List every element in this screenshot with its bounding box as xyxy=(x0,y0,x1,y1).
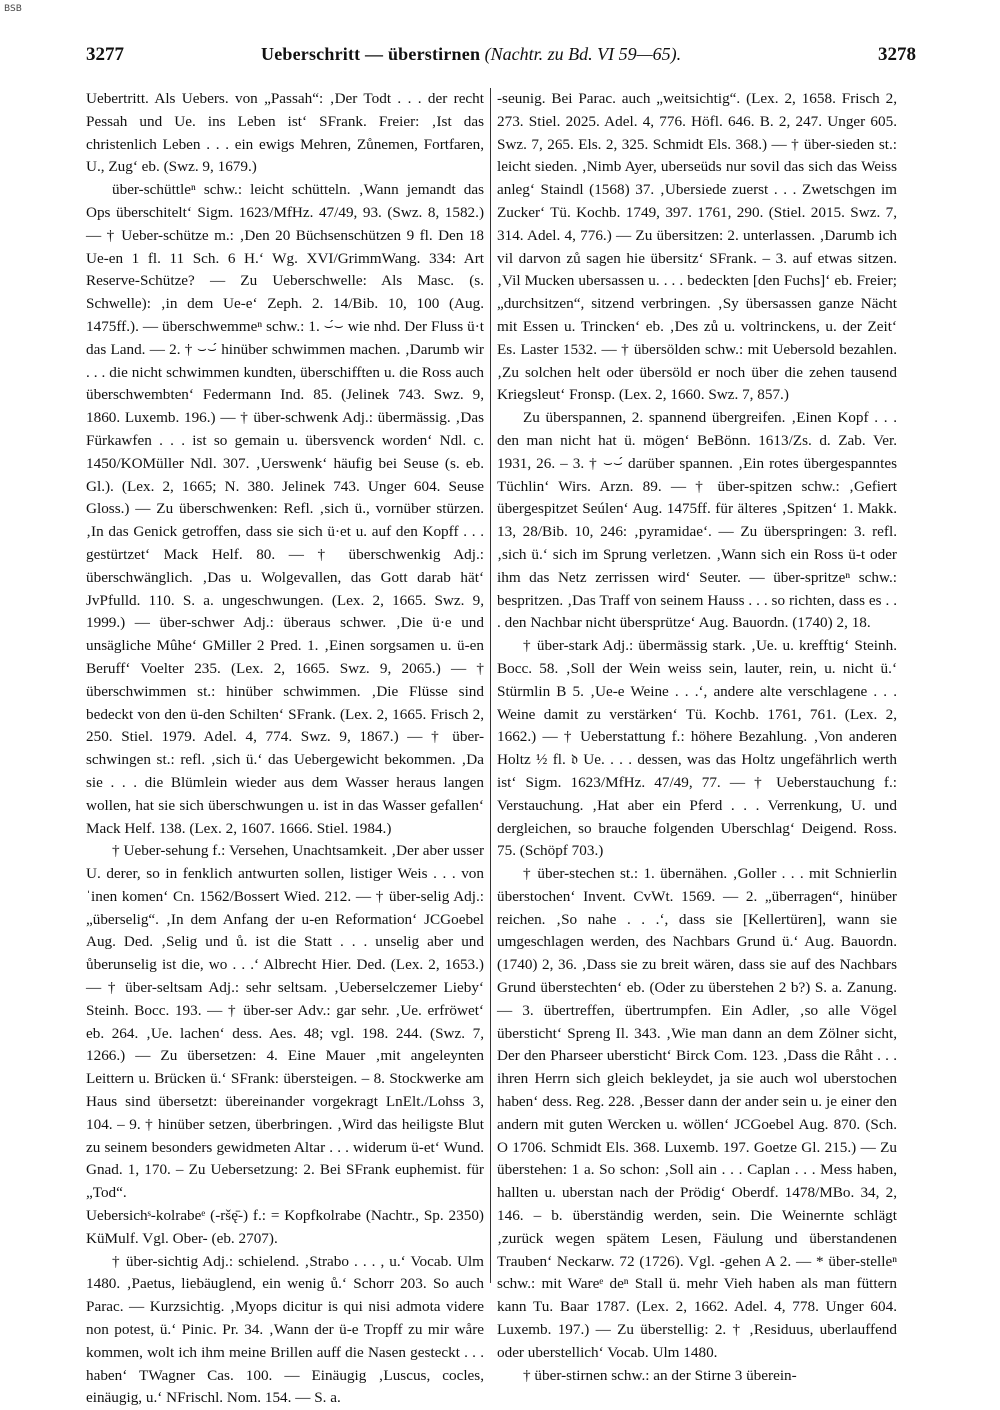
running-head xyxy=(261,44,681,65)
page-header xyxy=(86,44,916,70)
entry-paragraph: † Ueber-sehung f.: Versehen, Unachtsamkeit. ‚Der aber usser U. derer, so in fenklich antwurten sollen, listiger Weis . . . von ˈinen komen‘ Cn. 1562/Bossert Wied. 212. — † über-selig Adj.: „überselig“. ‚In dem Anfang der u-en Reformation‘ JCGoebel Aug. Ded. ‚Selig und ů. ist die Statt . . . unselig aber und ůberunselig ist die, wo . . .‘ Albrecht Hier. Ded. (Lex. 2, 1653.) — † über-seltsam Adj.: sehr seltsam. ‚Ueberselczemer Lieby‘ Steinh. Bocc. 193. — † über-ser Adv.: gar sehr. ‚Ue. erfröwet‘ eb. 264. ‚Ue. lachen‘ dess. Aes. 48; vgl. 198. 244. (Swz. 7, 1266.) — Zu übersetzen: 4. Eine Mauer ‚mit angeleynten Leittern u. Brücken ü.‘ SFrank: übersteigen. – 8. Stockwerke am Haus sind übersetzt: übereinander vorgekragt LnElt./Lohss 3, 104. – 9. † hinüber setzen, überbringen. ‚Wird das heiligste Blut zu seinem besonders gewidmeten Altar . . . widerum ü-et‘ Wund. Gnad. 1, 170. – Zu Uebersetzung: 2. Bei SFrank euphemist. für „Tod“. xyxy=(86,842,484,1202)
headword-range: Ueberschritt — überstirnen xyxy=(261,44,481,64)
entry-paragraph: † über-stark Adj.: übermässig stark. ‚Ue. u. krefftig‘ Steinh. Bocc. 58. ‚Soll der Wein weiss sein, lauter, rein, u. nicht ü.‘ Stürmlin B 5. ‚Ue-e Weine . . .‘, andere alte verschlagene . . . Weine damit zu verstärken‘ Tü. Kochb. 1761, 761. (Lex. 2, 1662.) — † Ueberstattung f.: höhere Bezahlung. ‚Von anderen Holtz ½ fl. 𝔡 Ue. . . . dessen, was das Holtz ungefährlich werth ist‘ Sigm. 1623/MfHz. 47/49, 77. — † Ueberstauchung f.: Verstauchung. ‚Hat aber ein Pferd . . . Verrenkung, U. und dergleichen, so brauche folgenden Uberschlag‘ Deigend. Ross. 75. (Schöpf 703.) xyxy=(497,637,897,860)
column-divider xyxy=(490,88,491,1283)
left-column xyxy=(86,88,484,1410)
right-column xyxy=(497,88,897,1387)
entry-paragraph: † über-stechen st.: 1. übernähen. ‚Goller . . . mit Schnierlin überstochen‘ Invent. CvWt. 1569. — 2. „überragen“, hinüber reichen. ‚So nahe . . .‘, dass sie [Kellertüren], wann sie umgeschlagen werden, des Nachbars Grund ü.‘ Aug. Bauordn. (1740) 2, 36. ‚Dass sie zu breit wären, dass sie auf des Nachbars Grund überstechten‘ eb. (Oder zu überstehen 2 b?) S. a. Zanung. — 3. übertreffen, übertrumpfen. Ein Adler, ‚so alle Vögel übersticht‘ Spreng Il. 343. ‚Wie man dann an dem Zölner sicht, Der den Pharseer ubersticht‘ Birck Com. 123. ‚Dass die Råht . . . ihren Herrn sich gleich bekleydet, ja sie auch wol uberstochen haben‘ dess. Reg. 228. ‚Besser dann der ander sein u. je einer den andern mit guten Wercken u. wöllen‘ JCGoebel Aug. 870. (Sch. O 1706. Schmidt Els. 368. Luxemb. 197. Goetze Gl. 215.) — Zu überstehen: 1 a. So schon: ‚Soll ain . . . Caplan . . . Mess haben, hallten u. uberstan nach der Prödig‘ Oberdf. 1478/MBo. 34, 2, 146. – b. überständig werden, sein. Die Weinernte schlägt ‚zurück wegen spätem Lesen, Fäulung und überstandenen Trauben‘ Neckarw. 72 (1726). Vgl. -gehen A 2. — * über-stelleⁿ schw.: mit Wareᵉ deⁿ Stall ü. mehr Vieh haben als man füttern kann Tu. Baar 1787. (Lex. 2, 1662. Adel. 4, 778. Unger 604. Luxemb. 197.) — Zu überstellig: 2. † ‚Residuus, uberlauffend oder uberstellich‘ Vocab. Ulm 1480. xyxy=(497,865,897,1361)
volume-reference: (Nachtr. zu Bd. VI 59—65). xyxy=(484,44,682,64)
page-number-left: 3277 xyxy=(86,44,124,65)
library-stamp: BSB xyxy=(4,4,22,14)
entry-paragraph: Uebersichˢ-kolrabeᵉ (-ršę̄-) f.: = Kopfkolrabe (Nachtr., Sp. 2350) KüMulf. Vgl. Ober- (eb. 2707). xyxy=(86,1207,484,1247)
entry-paragraph: über-schüttleⁿ schw.: leicht schütteln. ‚Wann jemandt das Ops überschitelt‘ Sigm. 1623/MfHz. 47/49, 93. (Swz. 8, 1582.) — † Ueber-schütze m.: ‚Den 20 Büchsenschützen 9 fl. Den 18 Ue-en 1 fl. 11 Sch. 6 H.‘ Wg. XVI/GrimmWang. 334: Art Reserve-Schütze? — Zu Ueberschwelle: Als Masc. (s. Schwelle): ‚in dem Ue-e‘ Zeph. 2. 14/Bib. 10, 100 (Aug. 1475ff.). — überschwemmeⁿ schw.: 1. ⌣́⌣ wie nhd. Der Fluss ü·t das Land. — 2. † ⌣⌣́ hinüber schwimmen machen. ‚Darumb wir . . . die nicht schwimmen kundten, überschifften u. die Ross auch überschwembten‘ Federmann Ind. 85. (Jelinek 743. Swz. 9, 1860. Luxemb. 196.) — † über-schwenk Adj.: übermässig. ‚Das Fürkawfen . . . ist so gemain u. übersvenck worden‘ Ndl. c. 1450/KOMüller Ndl. 307. ‚Uerswenk‘ häufig bei Seuse (s. eb. Gl.). (Lex. 2, 1665; N. 380. Jelinek 743. Unger 604. Seuse Gloss.) — Zu überschwenken: Refl. ‚sich ü., vornüber stürzen. ‚In das Genick getroffen, dass sie sich ü·et u. auf den Kopff . . . gestürtzet‘ Mack Helf. 80. — † überschwenkig Adj.: überschwänglich. ‚Das u. Wolgevallen, das Gott darab hät‘ JvPfulld. 110. S. a. ungeschwungen. (Lex. 2, 1665. Swz. 9, 1999.) — über-schwer Adj.: überaus schwer. ‚Die ü·e und unsägliche Mûhe‘ GMiller 2 Pred. 1. ‚Einen sorgsamen u. ü-en Beruff‘ Voelter 235. (Lex. 2, 1665. Swz. 9, 2065.) — † überschwimmen st.: hinüber schwimmen. ‚Die Flüsse sind bedeckt von den ü-den Schilten‘ SFrank. (Lex. 2, 1665. Frisch 2, 250. Stiel. 1979. Adel. 4, 774. Swz. 9, 1867.) — † über-schwingen st.: refl. ‚sich ü.‘ das Uebergewicht bekommen. ‚Da sie . . . die Blümlein wieder aus dem Wasser heraus langen wollen, hat sie sich überschwungen u. ist in das Wasser gefallen‘ Mack Helf. 138. (Lex. 2, 1607. 1666. Stiel. 1984.) xyxy=(86,181,484,837)
entry-paragraph: † über-sichtig Adj.: schielend. ‚Strabo . . . , u.‘ Vocab. Ulm 1480. ‚Paetus, liebäuglend, ein wenig ů.‘ Schorr 203. So auch Parac. — Kurzsichtig. ‚Myops dicitur is qui nisi admota videre non potest, ü.‘ Pinic. Pr. 34. ‚Wann der ü-e Tropff zu mir wåre kommen, wolt ich ihm meine Brillen auff die Nasen gesteckt . . . haben‘ TWagner Cas. 100. — Einäugig ‚Luscus, cocles, einäugig, u.‘ NFrischl. Nom. 154. — S. a. xyxy=(86,1252,484,1407)
entry-paragraph: Uebertritt. Als Uebers. von „Passah“: ‚Der Todt . . . der recht Pessah und Ue. ins Leben ist‘ SFrank. Freier: ‚Ist das christenlich Leben . . . ein ewigs Mehren, Zůnemen, Fortfaren, U., Zug‘ eb. (Swz. 9, 1679.) xyxy=(86,90,484,176)
page-number-right: 3278 xyxy=(878,44,916,65)
entry-paragraph: † über-stirnen schw.: an der Stirne 3 überein- xyxy=(523,1366,797,1384)
entry-paragraph: Zu überspannen, 2. spannend übergreifen. ‚Einen Kopf . . . den man nicht hat ü. mögen‘ BeBönn. 1613/Zs. d. Zab. Ver. 1931, 26. – 3. † ⌣⌣́ darüber spannen. ‚Ein rotes übergespanntes Tüchlin‘ Wirs. Arzn. 89. — † über-spitzen schw.: ‚Gefiert übergespitzet Seúlen‘ Aug. 1475ff. für älteres ‚Spitzen‘ 1. Makk. 13, 28/Bib. 10, 246: ‚pyramidae‘. — Zu überspringen: 3. refl. ‚sich ü.‘ sich im Sprung verletzen. ‚Wann sich ein Ross ü-t oder ihm das Netz zerrissen wird‘ Seuter. — über-spritzeⁿ schw.: bespritzen. ‚Das Traff von seinem Hauss . . . so richten, dass es . . . den Nachbar nicht übersprütze‘ Aug. Bauordn. (1740) 2, 18. xyxy=(497,409,897,632)
entry-paragraph: -seunig. Bei Parac. auch „weitsichtig“. (Lex. 2, 1658. Frisch 2, 273. Stiel. 2025. Adel. 4, 776. Höfl. 646. B. 2, 247. Unger 605. Swz. 7, 265. Els. 2, 325. Schmidt Els. 368.) — † über-sieden st.: leicht sieden. ‚Nimb Ayer, uberseüds nur sovil das sich das Weiss anleg‘ Staindl (1568) 37. ‚Ubersiede zuerst . . . Zwetschgen im Zucker‘ Tü. Kochb. 1749, 397. 1761, 290. (Stiel. 2015. Swz. 7, 314. Adel. 4, 776.) — Zu übersitzen: 2. unterlassen. ‚Darumb ich vil darvon zů sagen hie übersitz‘ SFrank. – 3. auf etwas sitzen. ‚Vil Mucken ubersassen u. . . . bedeckten [den Fuchs]‘ eb. Freier; „durchsitzen“, sitzend verbringen. ‚Sy übersassen ganze Nächt mit Essen u. Trincken‘ eb. ‚Des zů u. voltrinckens, u. der Zeit‘ Es. Laster 1532. — † übersölden schw.: mit Uebersold bezahlen. ‚Zu solchen helt oder übersöld er noch über die zehen tausend Kriegsleut‘ Fronsp. (Lex. 2, 1660. Swz. 7, 857.) xyxy=(497,90,897,404)
